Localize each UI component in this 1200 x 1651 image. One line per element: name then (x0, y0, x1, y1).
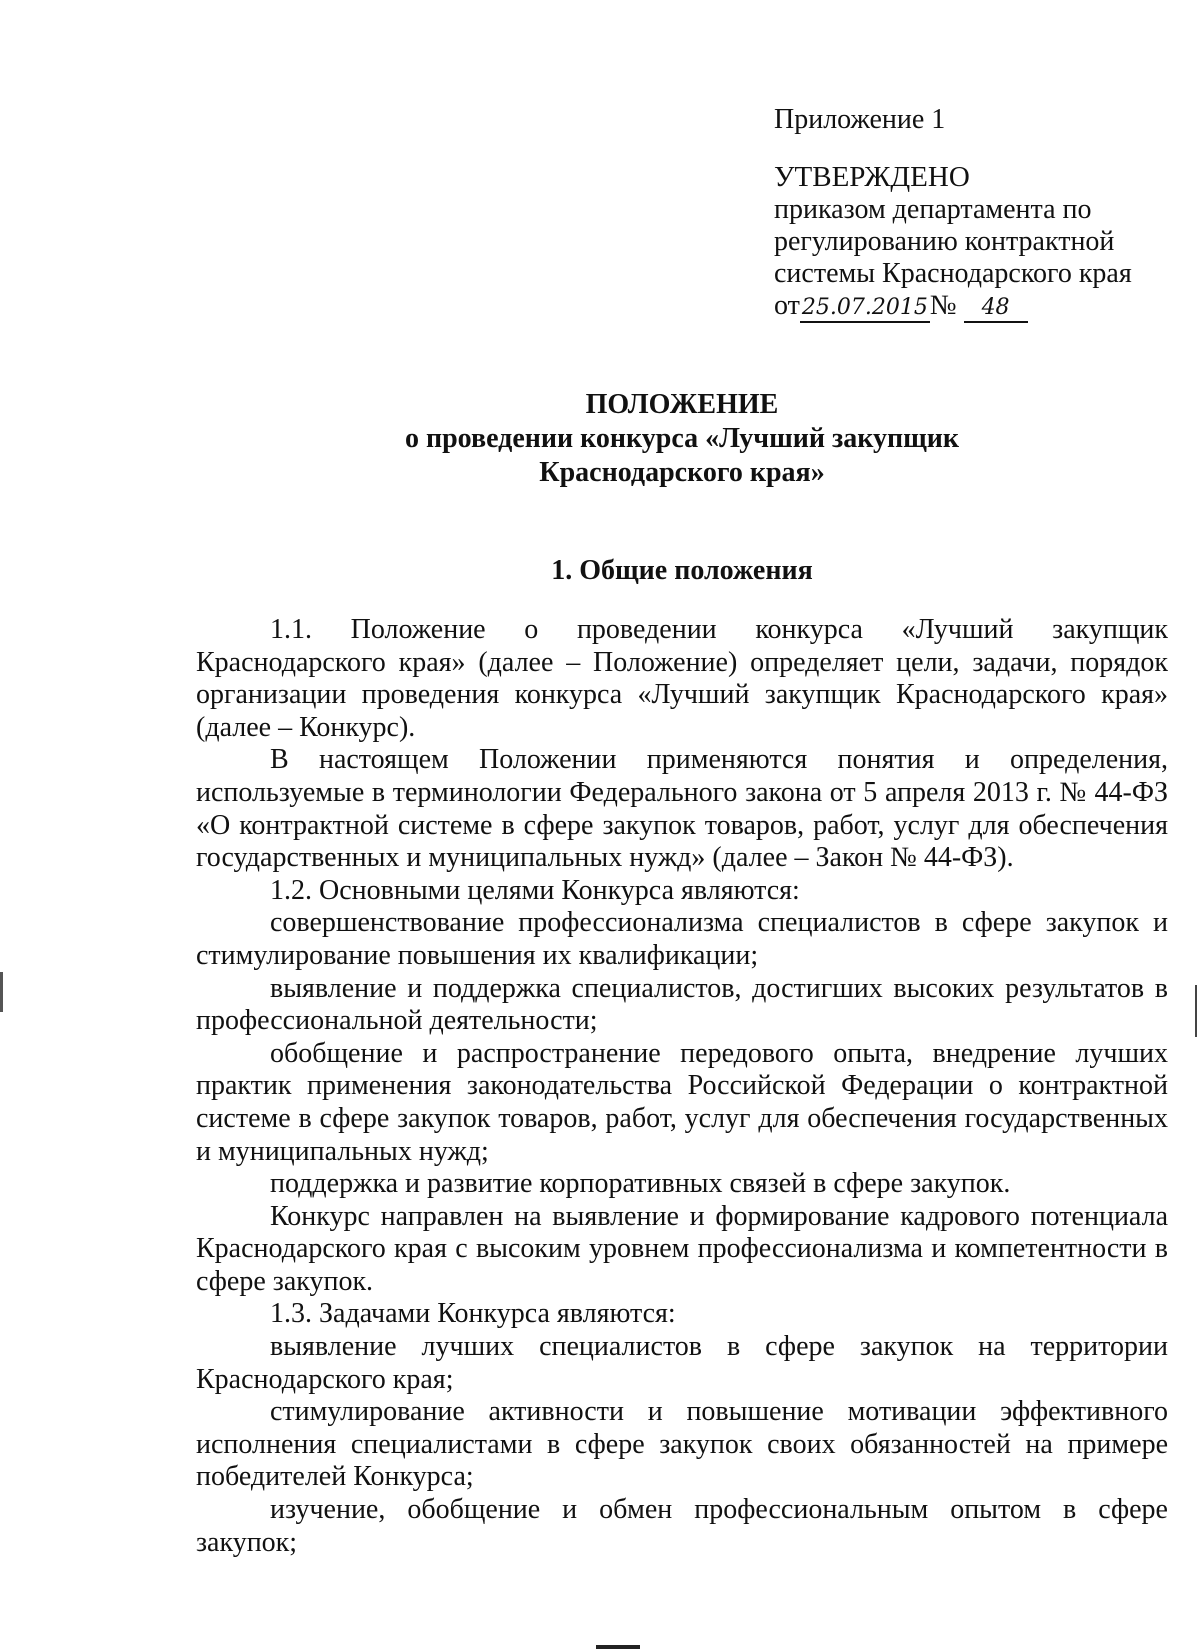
title-line-1: ПОЛОЖЕНИЕ (585, 389, 779, 420)
scan-edge-mark (596, 1645, 640, 1649)
paragraph-1-2: 1.2. Основными целями Конкурса являются: (270, 874, 800, 906)
approved-label: УТВЕРЖДЕНО (774, 161, 970, 193)
task-item: стимулирование активности и повышение мотивации эффективного исполнения специалистами в сфере закупок своих обязанностей на примере победителей Конкурса; (196, 1396, 1168, 1493)
approval-block (774, 104, 1174, 323)
goal-item: обобщение и распространение передового опыта, внедрение лучших практик применения законодательства Российской Федерации о контрактной системе в сфере закупок товаров, работ, услуг для обеспечения государственных и муниципальных нужд; (196, 1037, 1168, 1167)
paragraph-contest-purpose: Конкурс направлен на выявление и формирование кадрового потенциала Краснодарского края с высоким уровнем профессионализма и компетентности в сфере закупок. (196, 1200, 1168, 1297)
task-item: выявление лучших специалистов в сфере закупок на территории Краснодарского края; (196, 1331, 1168, 1395)
section-1-heading: 1. Общие положения (551, 555, 813, 586)
document-body (196, 614, 1168, 1559)
paragraph-1-1: 1.1. Положение о проведении конкурса «Лучший закупщик Краснодарского края» (далее – Положение) определяет цели, задачи, порядок организации проведения конкурса «Лучший закупщик Краснодарского края» (далее – Конкурс). (196, 614, 1168, 743)
goal-item: выявление и поддержка специалистов, достигших высоких результатов в профессиональной деятельности; (196, 972, 1168, 1037)
goal-item: поддержка и развитие корпоративных связей в сфере закупок. (270, 1168, 1011, 1200)
title-line-3: Краснодарского края» (539, 457, 825, 488)
scan-edge-mark (1195, 985, 1197, 1037)
scan-edge-mark (0, 972, 3, 1012)
from-label: от (774, 290, 800, 321)
approval-line-2: регулированию контрактной (774, 226, 1115, 257)
handwritten-order-number: 48 (964, 295, 1028, 323)
number-label: № (929, 290, 957, 321)
handwritten-order-date: 25.07.2015 (800, 295, 930, 323)
annex-label: Приложение 1 (774, 104, 946, 135)
document-title (198, 388, 1166, 490)
approval-line-1: приказом департамента по (774, 194, 1092, 225)
paragraph-definitions: В настоящем Положении применяются понятия и определения, используемые в терминологии Федерального закона от 5 апреля 2013 г. № 44-ФЗ «О контрактной системе в сфере закупок товаров, работ, услуг для обеспечения государственных и муниципальных нужд» (далее – Закон № 44-ФЗ). (196, 744, 1168, 874)
goal-item: совершенствование профессионализма специалистов в сфере закупок и стимулирование повышения их квалификации; (196, 907, 1168, 971)
paragraph-1-3: 1.3. Задачами Конкурса являются: (270, 1298, 676, 1330)
title-line-2: о проведении конкурса «Лучший закупщик (404, 423, 960, 454)
approval-line-3: системы Краснодарского края (774, 258, 1132, 289)
task-item: изучение, обобщение и обмен профессиональным опытом в сфере закупок; (196, 1494, 1168, 1558)
order-date-number-line (774, 290, 1174, 323)
